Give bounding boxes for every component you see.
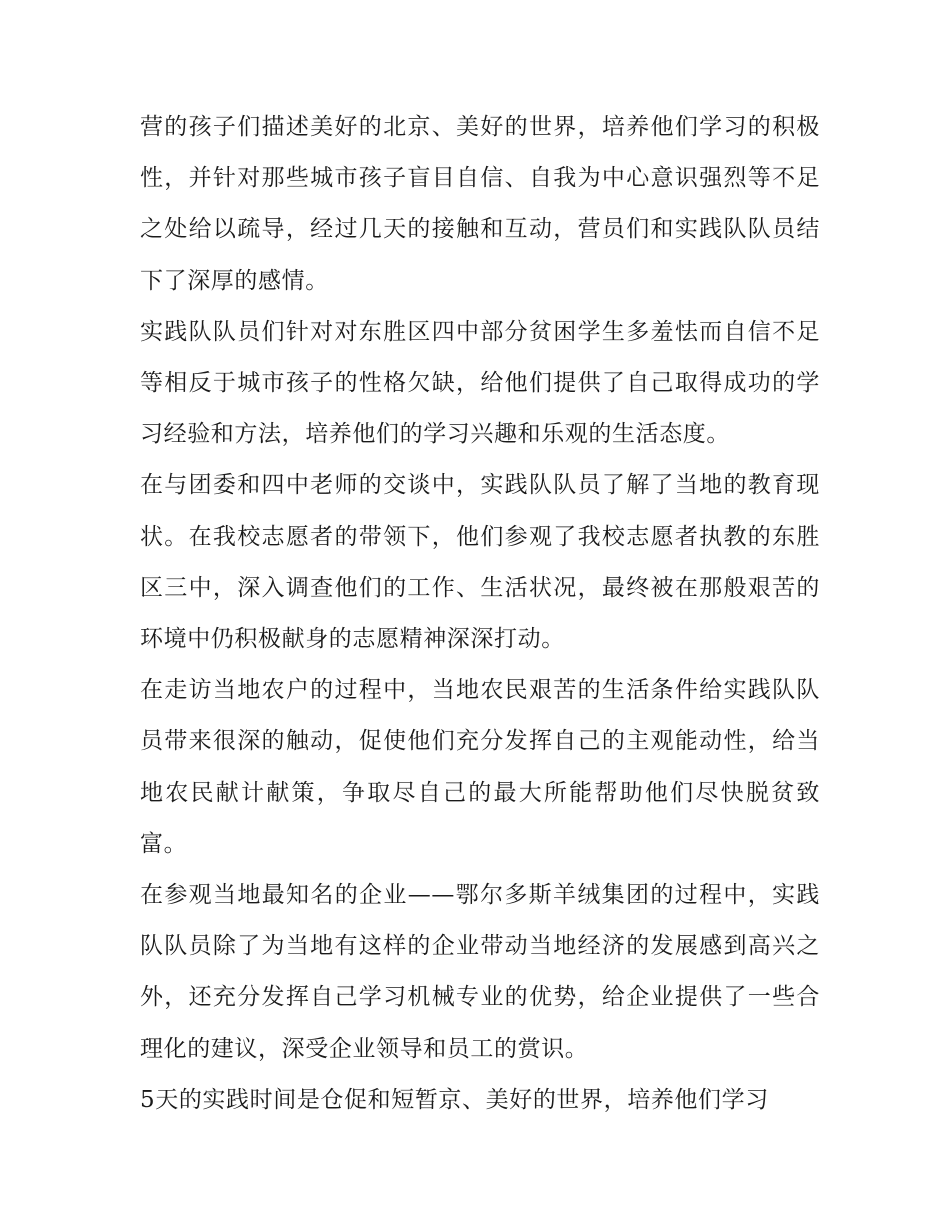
paragraph-1: 营的孩子们描述美好的北京、美好的世界，培养他们学习的积极性，并针对那些城市孩子盲目自信、自我为中心意识强烈等不足之处给以疏导，经过几天的接触和互动，营员们和实践队队员结下了深厚的感情。 bbox=[140, 114, 820, 294]
paragraph-6: 5天的实践时间是仓促和短暂京、美好的世界，培养他们学习 bbox=[140, 1086, 769, 1113]
paragraph-2: 实践队队员们针对对东胜区四中部分贫困学生多羞怯而自信不足等相反于城市孩子的性格欠缺，给他们提供了自己取得成功的学习经验和方法，培养他们的学习兴趣和乐观的生活态度。 bbox=[140, 318, 820, 448]
paragraph-3: 在与团委和四中老师的交谈中，实践队队员了解了当地的教育现状。在我校志愿者的带领下，他们参观了我校志愿者执教的东胜区三中，深入调查他们的工作、生活状况，最终被在那般艰苦的环境中仍积极献身的志愿精神深深打动。 bbox=[140, 472, 820, 653]
paragraph-4: 在走访当地农户的过程中，当地农民艰苦的生活条件给实践队队员带来很深的触动，促使他们充分发挥自己的主观能动性，给当地农民献计献策，争取尽自己的最大所能帮助他们尽快脱贫致富。 bbox=[140, 677, 820, 857]
paragraph-5: 在参观当地最知名的企业——鄂尔多斯羊绒集团的过程中，实践队队员除了为当地有这样的企业带动当地经济的发展感到高兴之外，还充分发挥自己学习机械专业的优势，给企业提供了一些合理化的建议，深受企业领导和员工的赏识。 bbox=[140, 882, 820, 1062]
document-body bbox=[140, 102, 820, 1126]
